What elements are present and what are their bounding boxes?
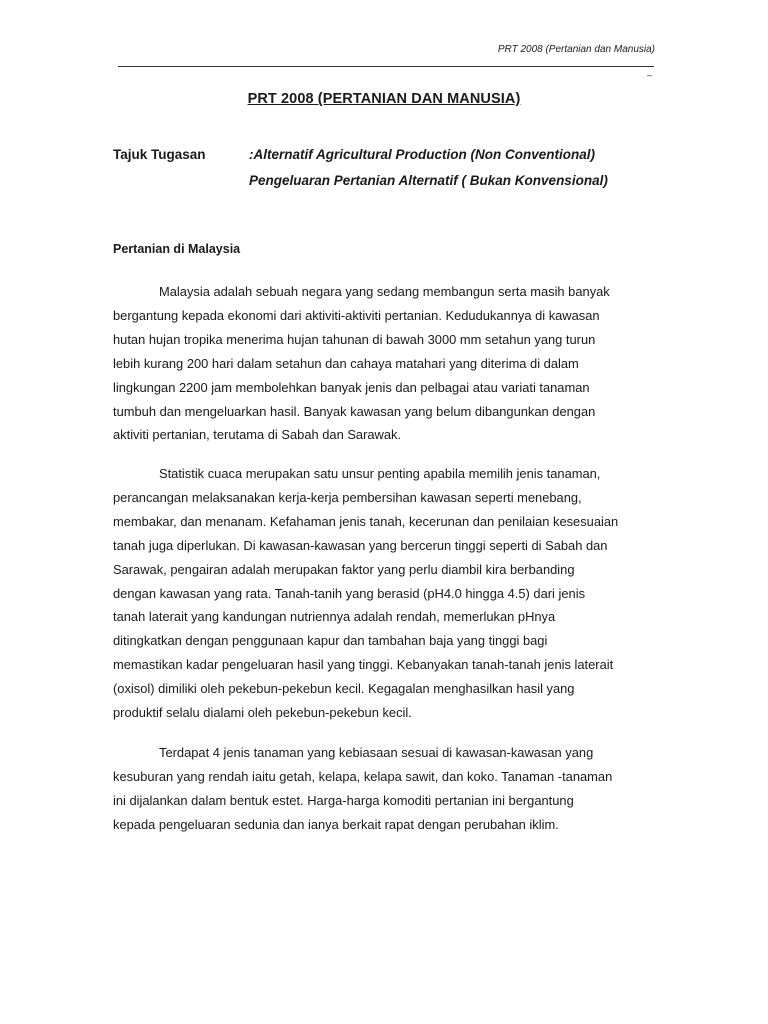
running-header: PRT 2008 (Pertanian dan Manusia)	[497, 44, 655, 55]
paragraph-line: kepada pengeluaran sedunia dan ianya berkait rapat dengan perubahan iklim.	[113, 816, 559, 832]
paragraph-line: Malaysia adalah sebuah negara yang sedang membangun serta masih banyak	[159, 284, 610, 299]
paragraph-line: ditingkatkan dengan penggunaan kapur dan tambahan baja yang tinggi bagi	[113, 633, 548, 649]
paragraph-line: lebih kurang 200 hari dalam setahun dan cahaya matahari yang diterima di dalam	[113, 355, 579, 371]
paragraph-line: dengan kawasan yang rata. Tanah-tanih yang berasid (pH4.0 hingga 4.5) dari jenis	[113, 585, 586, 601]
paragraph-line: memastikan kadar pengeluaran hasil yang tinggi. Kebanyakan tanah-tanah jenis laterait	[113, 657, 614, 673]
paragraph-line: tanah juga diperlukan. Di kawasan-kawasan yang bercerun tinggi seperti di Sabah dan	[113, 537, 608, 553]
paragraph-1	[113, 280, 658, 447]
paragraph-line: Statistik cuaca merupakan satu unsur penting apabila memilih jenis tanaman,	[159, 466, 601, 481]
topic-line-english: :Alternatif Agricultural Production (Non Conventional)	[249, 147, 595, 162]
paragraph-line: Sarawak, pengairan adalah merupakan faktor yang perlu diambil kira berbanding	[113, 561, 575, 577]
paragraph-line: membakar, dan menanam. Kefahaman jenis tanah, kecerunan dan penilaian kesesuaian	[113, 513, 619, 529]
paragraph-2	[113, 462, 658, 725]
header-mark: –	[647, 70, 653, 80]
header-rule	[118, 66, 654, 67]
paragraph-line: tanah laterait yang kandungan nutriennya adalah rendah, memerlukan pHnya	[113, 609, 556, 625]
topic-label: Tajuk Tugasan	[113, 147, 206, 162]
paragraph-line: (oxisol) dimiliki oleh pekebun-pekebun kecil. Kegagalan menghasilkan hasil yang	[113, 681, 575, 697]
paragraph-line: ini dijalankan dalam bentuk estet. Harga-harga komoditi pertanian ini bergantung	[113, 792, 574, 808]
document-title: PRT 2008 (PERTANIAN DAN MANUSIA)	[247, 91, 521, 107]
paragraph-line: bergantung kepada ekonomi dari aktiviti-aktiviti pertanian. Kedudukannya di kawasan	[113, 307, 600, 323]
paragraph-line: produktif selalu dialami oleh pekebun-pekebun kecil.	[113, 705, 412, 721]
section-heading: Pertanian di Malaysia	[113, 242, 241, 256]
paragraph-line: kesuburan yang rendah iaitu getah, kelapa, kelapa sawit, dan koko. Tanaman -tanaman	[113, 768, 613, 784]
paragraph-line: perancangan melaksanakan kerja-kerja pembersihan kawasan seperti menebang,	[113, 489, 582, 505]
paragraph-line: lingkungan 2200 jam membolehkan banyak jenis dan pelbagai atau variati tanaman	[113, 379, 590, 395]
paragraph-line: Terdapat 4 jenis tanaman yang kebiasaan sesuai di kawasan-kawasan yang	[159, 745, 594, 760]
paragraph-3	[113, 741, 658, 837]
paragraph-line: aktiviti pertanian, terutama di Sabah dan Sarawak.	[113, 427, 402, 443]
paragraph-line: tumbuh dan mengeluarkan hasil. Banyak kawasan yang belum dibangunkan dengan	[113, 403, 596, 419]
paragraph-line: hutan hujan tropika menerima hujan tahunan di bawah 3000 mm setahun yang turun	[113, 331, 596, 347]
topic-line-malay: Pengeluaran Pertanian Alternatif ( Bukan Konvensional)	[249, 173, 608, 188]
